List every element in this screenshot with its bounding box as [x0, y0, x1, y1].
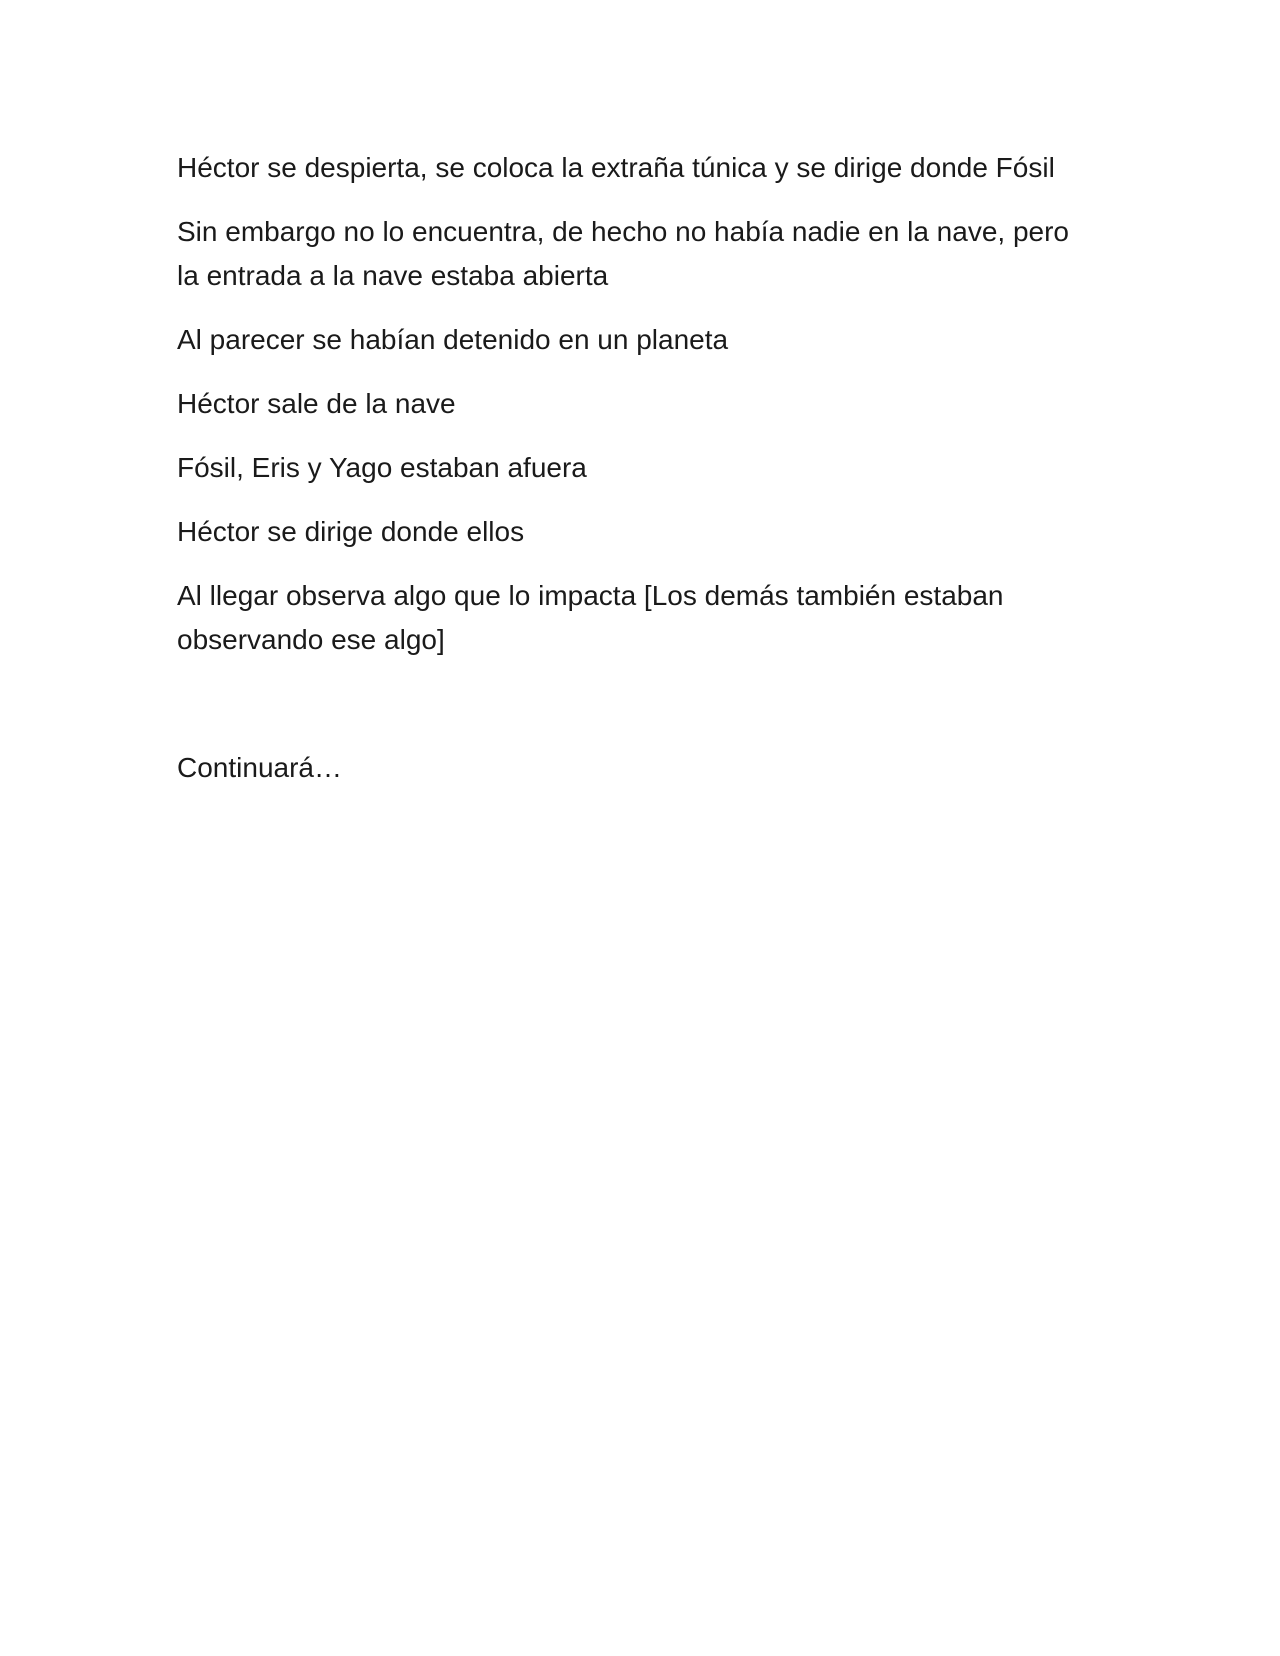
closing-text: Continuará…	[177, 752, 342, 783]
paragraph-5: Fósil, Eris y Yago estaban afuera	[177, 452, 587, 483]
paragraph-3: Al parecer se habían detenido en un planeta	[177, 324, 729, 355]
paragraph-6: Héctor se dirige donde ellos	[177, 516, 525, 547]
document-body	[177, 146, 1097, 810]
blank-line	[177, 682, 1097, 746]
paragraph-2: Sin embargo no lo encuentra, de hecho no había nadie en la nave, pero la entrada a la nave estaba abierta	[177, 216, 1069, 291]
paragraph-1: Héctor se despierta, se coloca la extraña túnica y se dirige donde Fósil	[177, 152, 1055, 183]
paragraph-7: Al llegar observa algo que lo impacta [Los demás también estaban observando ese algo]	[177, 580, 1004, 655]
paragraph-4: Héctor sale de la nave	[177, 388, 456, 419]
